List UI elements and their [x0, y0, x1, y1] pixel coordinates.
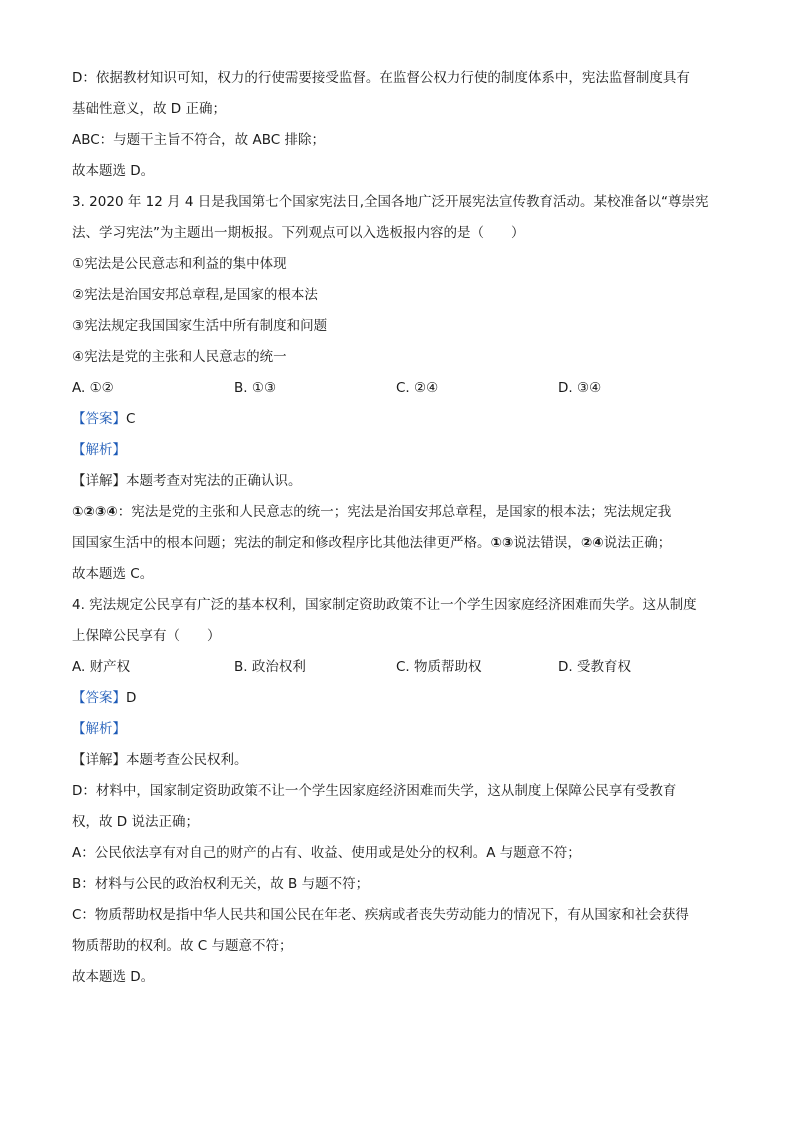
explanation-line: B：材料与公民的政治权利无关，故 B 与题不符； — [72, 876, 370, 892]
analysis-line — [72, 714, 722, 745]
answer-tag: 【答案】 — [72, 690, 126, 706]
explanation-line: D：材料中，国家制定资助政策不让一个学生因家庭经济困难而失学，这从制度上保障公民享有受教育 — [72, 783, 677, 799]
answer-line — [72, 404, 722, 435]
explain-bold: ①②③④ — [72, 504, 118, 520]
question-4 — [72, 590, 722, 993]
options-row — [72, 373, 722, 404]
explain-bold-right: ②④ — [580, 535, 604, 551]
explanation-line — [72, 497, 722, 528]
option-a: A. ①② — [72, 380, 114, 396]
text-line: 故本题选 D。 — [72, 163, 155, 179]
option-d: D. 受教育权 — [558, 659, 631, 675]
explanation-line: 物质帮助的权利。故 C 与题意不符； — [72, 938, 293, 954]
options-row — [72, 652, 722, 683]
statement: ③宪法规定我国国家生活中所有制度和问题 — [72, 318, 328, 334]
text-line: D：依据教材知识可知，权力的行使需要接受监督。在监督公权力行使的制度体系中，宪法监督制度具有 — [72, 70, 690, 86]
explanation-line — [72, 528, 722, 559]
explain-text: 国国家生活中的根本问题；宪法的制定和修改程序比其他法律更严格。 — [72, 535, 491, 551]
analysis-tag: 【解析】 — [72, 721, 126, 737]
explain-text: ：宪法是党的主张和人民意志的统一；宪法是治国安邦总章程，是国家的根本法；宪法规定我 — [117, 504, 672, 520]
question-stem: 3. 2020 年 12 月 4 日是我国第七个国家宪法日,全国各地广泛开展宪法宣传教育活动。某校准备以“尊崇宪 — [72, 194, 709, 210]
option-d: D. ③④ — [558, 380, 602, 396]
conclusion-line: 故本题选 D。 — [72, 969, 155, 985]
option-c: C. ②④ — [396, 380, 439, 396]
document-page — [72, 63, 722, 993]
explanation-line: A：公民依法享有对自己的财产的占有、收益、使用或是处分的权利。A 与题意不符； — [72, 845, 581, 861]
explanation-line: 权，故 D 说法正确； — [72, 814, 199, 830]
text-line: 基础性意义，故 D 正确； — [72, 101, 226, 117]
explanation-line: C：物质帮助权是指中华人民共和国公民在年老、疾病或者丧失劳动能力的情况下，有从国家和社会获得 — [72, 907, 689, 923]
detail-tag: 【详解】 — [72, 752, 126, 768]
question-3 — [72, 187, 722, 590]
explain-text: 说法正确； — [603, 535, 672, 551]
detail-text: 本题考查对宪法的正确认识。 — [126, 473, 302, 489]
option-b: B. ①③ — [234, 380, 277, 396]
answer-tag: 【答案】 — [72, 411, 126, 427]
option-c: C. 物质帮助权 — [396, 659, 482, 675]
analysis-tag: 【解析】 — [72, 442, 126, 458]
question-stem: 4. 宪法规定公民享有广泛的基本权利，国家制定资助政策不让一个学生因家庭经济困难而失学。这从制度 — [72, 597, 697, 613]
explain-bold-wrong: ①③ — [490, 535, 514, 551]
statement: ①宪法是公民意志和利益的集中体现 — [72, 256, 287, 272]
question-stem: 法、学习宪法”为主题出一期板报。下列观点可以入选板报内容的是（ ） — [72, 225, 525, 241]
conclusion-line: 故本题选 C。 — [72, 566, 154, 582]
option-b: B. 政治权利 — [234, 659, 306, 675]
detail-tag: 【详解】 — [72, 473, 126, 489]
statement: ②宪法是治国安邦总章程,是国家的根本法 — [72, 287, 318, 303]
detail-line — [72, 466, 722, 497]
explain-text: 说法错误， — [513, 535, 581, 551]
detail-text: 本题考查公民权利。 — [126, 752, 248, 768]
answer-value: D — [126, 690, 137, 706]
analysis-line — [72, 435, 722, 466]
question-stem: 上保障公民享有（ ） — [72, 628, 221, 644]
option-a: A. 财产权 — [72, 659, 131, 675]
answer-value: C — [126, 411, 136, 427]
detail-line — [72, 745, 722, 776]
text-line: ABC：与题干主旨不符合，故 ABC 排除； — [72, 132, 325, 148]
answer-line — [72, 683, 722, 714]
statement: ④宪法是党的主张和人民意志的统一 — [72, 349, 287, 365]
